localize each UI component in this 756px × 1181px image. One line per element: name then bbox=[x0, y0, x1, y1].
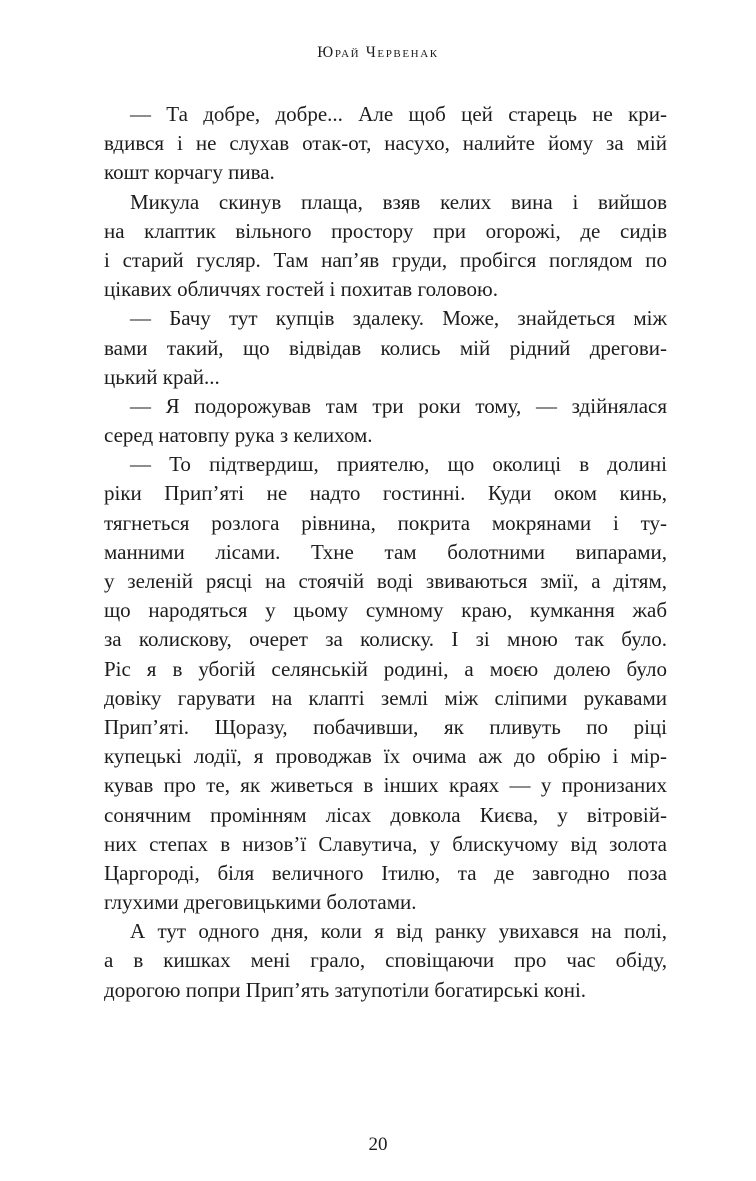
text-line: на клаптик вільного простору при огорожі, де сидів bbox=[104, 218, 667, 243]
text-line: цький край... bbox=[104, 364, 220, 389]
text-line: Царгороді, біля величного Ітилю, та де завгодно поза bbox=[104, 860, 667, 885]
text-line: тягнеться розлога рівнина, покрита мокрянами і ту- bbox=[104, 510, 667, 535]
text-line: серед натовпу рука з келихом. bbox=[104, 423, 373, 448]
text-line: Ріс я в убогій селянській родині, а моєю долею було bbox=[104, 656, 667, 681]
text-line: довіку гарувати на клапті землі між сліпими рукавами bbox=[104, 685, 667, 710]
text-line: сонячним промінням лісах довкола Києва, у вітровій- bbox=[104, 802, 667, 827]
text-line: манними лісами. Тхне там болотними випарами, bbox=[104, 539, 667, 564]
running-head-author: Юрай Червенак bbox=[317, 44, 439, 61]
paragraph bbox=[104, 100, 667, 188]
text-line: — Та добре, добре... Але щоб цей старець не кри- bbox=[130, 102, 667, 126]
text-line: за колискову, очерет за колиску. І зі мною так було. bbox=[104, 627, 667, 652]
text-line: ріки Прип’яті не надто гостинні. Куди оком кинь, bbox=[104, 481, 667, 506]
text-line: кошт корчагу пива. bbox=[104, 160, 275, 185]
text-line: вами такий, що відвідав колись мій рідний дрегови- bbox=[104, 335, 667, 360]
text-line: у зеленій рясці на стоячій воді звиваються змії, а дітям, bbox=[104, 569, 667, 593]
text-line: глухими дреговицькими болотами. bbox=[104, 890, 417, 915]
page-number: 20 bbox=[368, 1134, 388, 1155]
text-line: що народяться у цьому сумному краю, кумкання жаб bbox=[104, 598, 667, 623]
text-line: Микула скинув плаща, взяв келих вина і вийшов bbox=[130, 189, 667, 214]
body-text bbox=[104, 100, 667, 1005]
text-line: — Бачу тут купців здалеку. Може, знайдеться між bbox=[130, 306, 667, 331]
text-line: вдився і не слухав отак-от, насухо, налийте йому за мій bbox=[104, 131, 667, 156]
text-line: них степах в низов’ї Славутича, у блискучому від золота bbox=[104, 831, 667, 856]
text-line: — Я подорожував там три роки тому, — здійнялася bbox=[130, 393, 667, 418]
text-line: а в кишках мені грало, сповіщаючи про час обіду, bbox=[104, 948, 667, 973]
text-line: кував про те, як живеться в інших краях — у пронизаних bbox=[104, 773, 667, 798]
text-line: дорогою попри Прип’ять затупотіли богатирські коні. bbox=[104, 977, 587, 1002]
text-line: і старий гусляр. Там нап’яв груди, пробігся поглядом по bbox=[104, 247, 667, 272]
text-line: цікавих обличчях гостей і похитав головою. bbox=[104, 277, 498, 302]
paragraph bbox=[104, 304, 667, 392]
text-line: — То підтвердиш, приятелю, що околиці в долині bbox=[130, 452, 667, 477]
paragraph bbox=[104, 188, 667, 305]
paragraph bbox=[104, 392, 667, 450]
text-line: А тут одного дня, коли я від ранку увихався на полі, bbox=[130, 919, 667, 944]
text-line: Прип’яті. Щоразу, побачивши, як пливуть по ріці bbox=[104, 714, 667, 739]
paragraph bbox=[104, 450, 667, 917]
paragraph bbox=[104, 917, 667, 1005]
text-line: купецькі лодії, я проводжав їх очима аж до обрію і мір- bbox=[104, 744, 667, 769]
